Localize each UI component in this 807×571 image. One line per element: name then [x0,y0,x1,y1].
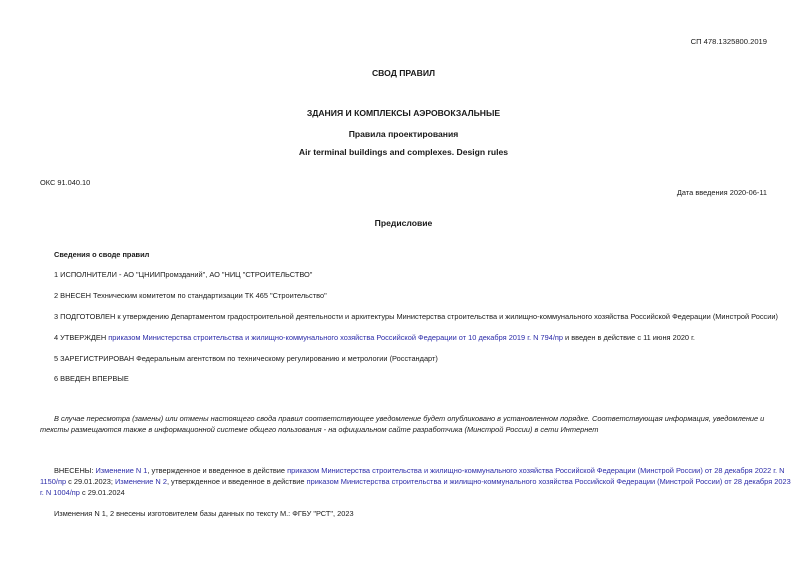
amendments-line-1 [54,466,784,475]
oks-code: ОКС 91.040.10 [40,178,91,187]
footer-note: Изменения N 1, 2 внесены изготовителем базы данных по тексту М.: ФГБУ "РСТ", 2023 [54,509,354,518]
item-submitted: 2 ВНЕСЕН Техническим комитетом по стандартизации ТК 465 "Строительство" [54,291,327,300]
change-2-order-link[interactable]: приказом Министерства строительства и жилищно-коммунального хозяйства Российской Федерации (Минстрой России) от 28 декабря 2023 [306,477,791,486]
document-subject: ЗДАНИЯ И КОМПЛЕКСЫ АЭРОВОКЗАЛЬНЫЕ [306,108,501,118]
amendments-text-4: с 29.01.2024 [79,488,125,497]
change-1-order-link[interactable]: приказом Министерства строительства и жилищно-коммунального хозяйства Российской Федерации (Минстрой России) от 28 декабря 2022 г. N [287,466,785,475]
change-1-link[interactable]: Изменение N 1 [95,466,148,475]
item-approved [54,333,695,342]
item-prepared: 3 ПОДГОТОВЛЕН к утверждению Департаментом градостроительной деятельности и архитектуры Министерства строительства и жилищно-коммунального хозяйства Российской Федерации (Минстрой России) [54,312,778,321]
info-heading: Сведения о своде правил [54,250,150,259]
amendments-line-2 [40,477,791,486]
amendments-text-1: , утвержденное и введенное в действие [147,466,288,475]
amendments-line-3 [40,488,125,497]
amendments-text-3: , утвержденное и введенное в действие [166,477,307,486]
amendments-label: ВНЕСЕНЫ: [54,466,96,475]
preface-title: Предисловие [374,218,433,228]
document-type-title: СВОД ПРАВИЛ [371,68,436,78]
notice-line-2: тексты размещаются также в информационной системе общего пользования - на официальном сайте разработчика (Минстрой России) в сети Интернет [40,425,599,434]
document-subtitle: Правила проектирования [348,129,459,139]
english-title: Air terminal buildings and complexes. Design rules [298,147,509,157]
item-approved-suffix: и введен в действие с 11 июня 2020 г. [562,333,695,342]
document-code: СП 478.1325800.2019 [690,37,767,46]
item-executors: 1 ИСПОЛНИТЕЛИ - АО "ЦНИИПромзданий", АО "НИЦ "СТРОИТЕЛЬСТВО" [54,270,313,279]
approval-order-link[interactable]: приказом Министерства строительства и жилищно-коммунального хозяйства Российской Федерации от 10 декабря 2019 г. N 794/пр [108,333,563,342]
notice-line-1: В случае пересмотра (замены) или отмены настоящего свода правил соответствующее уведомление будет опубликовано в установленном порядке. Соответствующая информация, уведомление и [54,414,765,423]
change-2-link[interactable]: Изменение N 2 [114,477,167,486]
amendments-text-2: с 29.01.2023; [66,477,115,486]
item-approved-prefix: 4 УТВЕРЖДЕН [54,333,109,342]
change-1-order-link-cont[interactable]: 1150/пр [40,477,67,486]
item-registered: 5 ЗАРЕГИСТРИРОВАН Федеральным агентством по техническому регулированию и метрологии (Росстандарт) [54,354,438,363]
effective-date: Дата введения 2020-06-11 [676,188,767,197]
change-2-order-link-cont[interactable]: г. N 1004/пр [40,488,80,497]
item-first-introduced: 6 ВВЕДЕН ВПЕРВЫЕ [54,374,129,383]
